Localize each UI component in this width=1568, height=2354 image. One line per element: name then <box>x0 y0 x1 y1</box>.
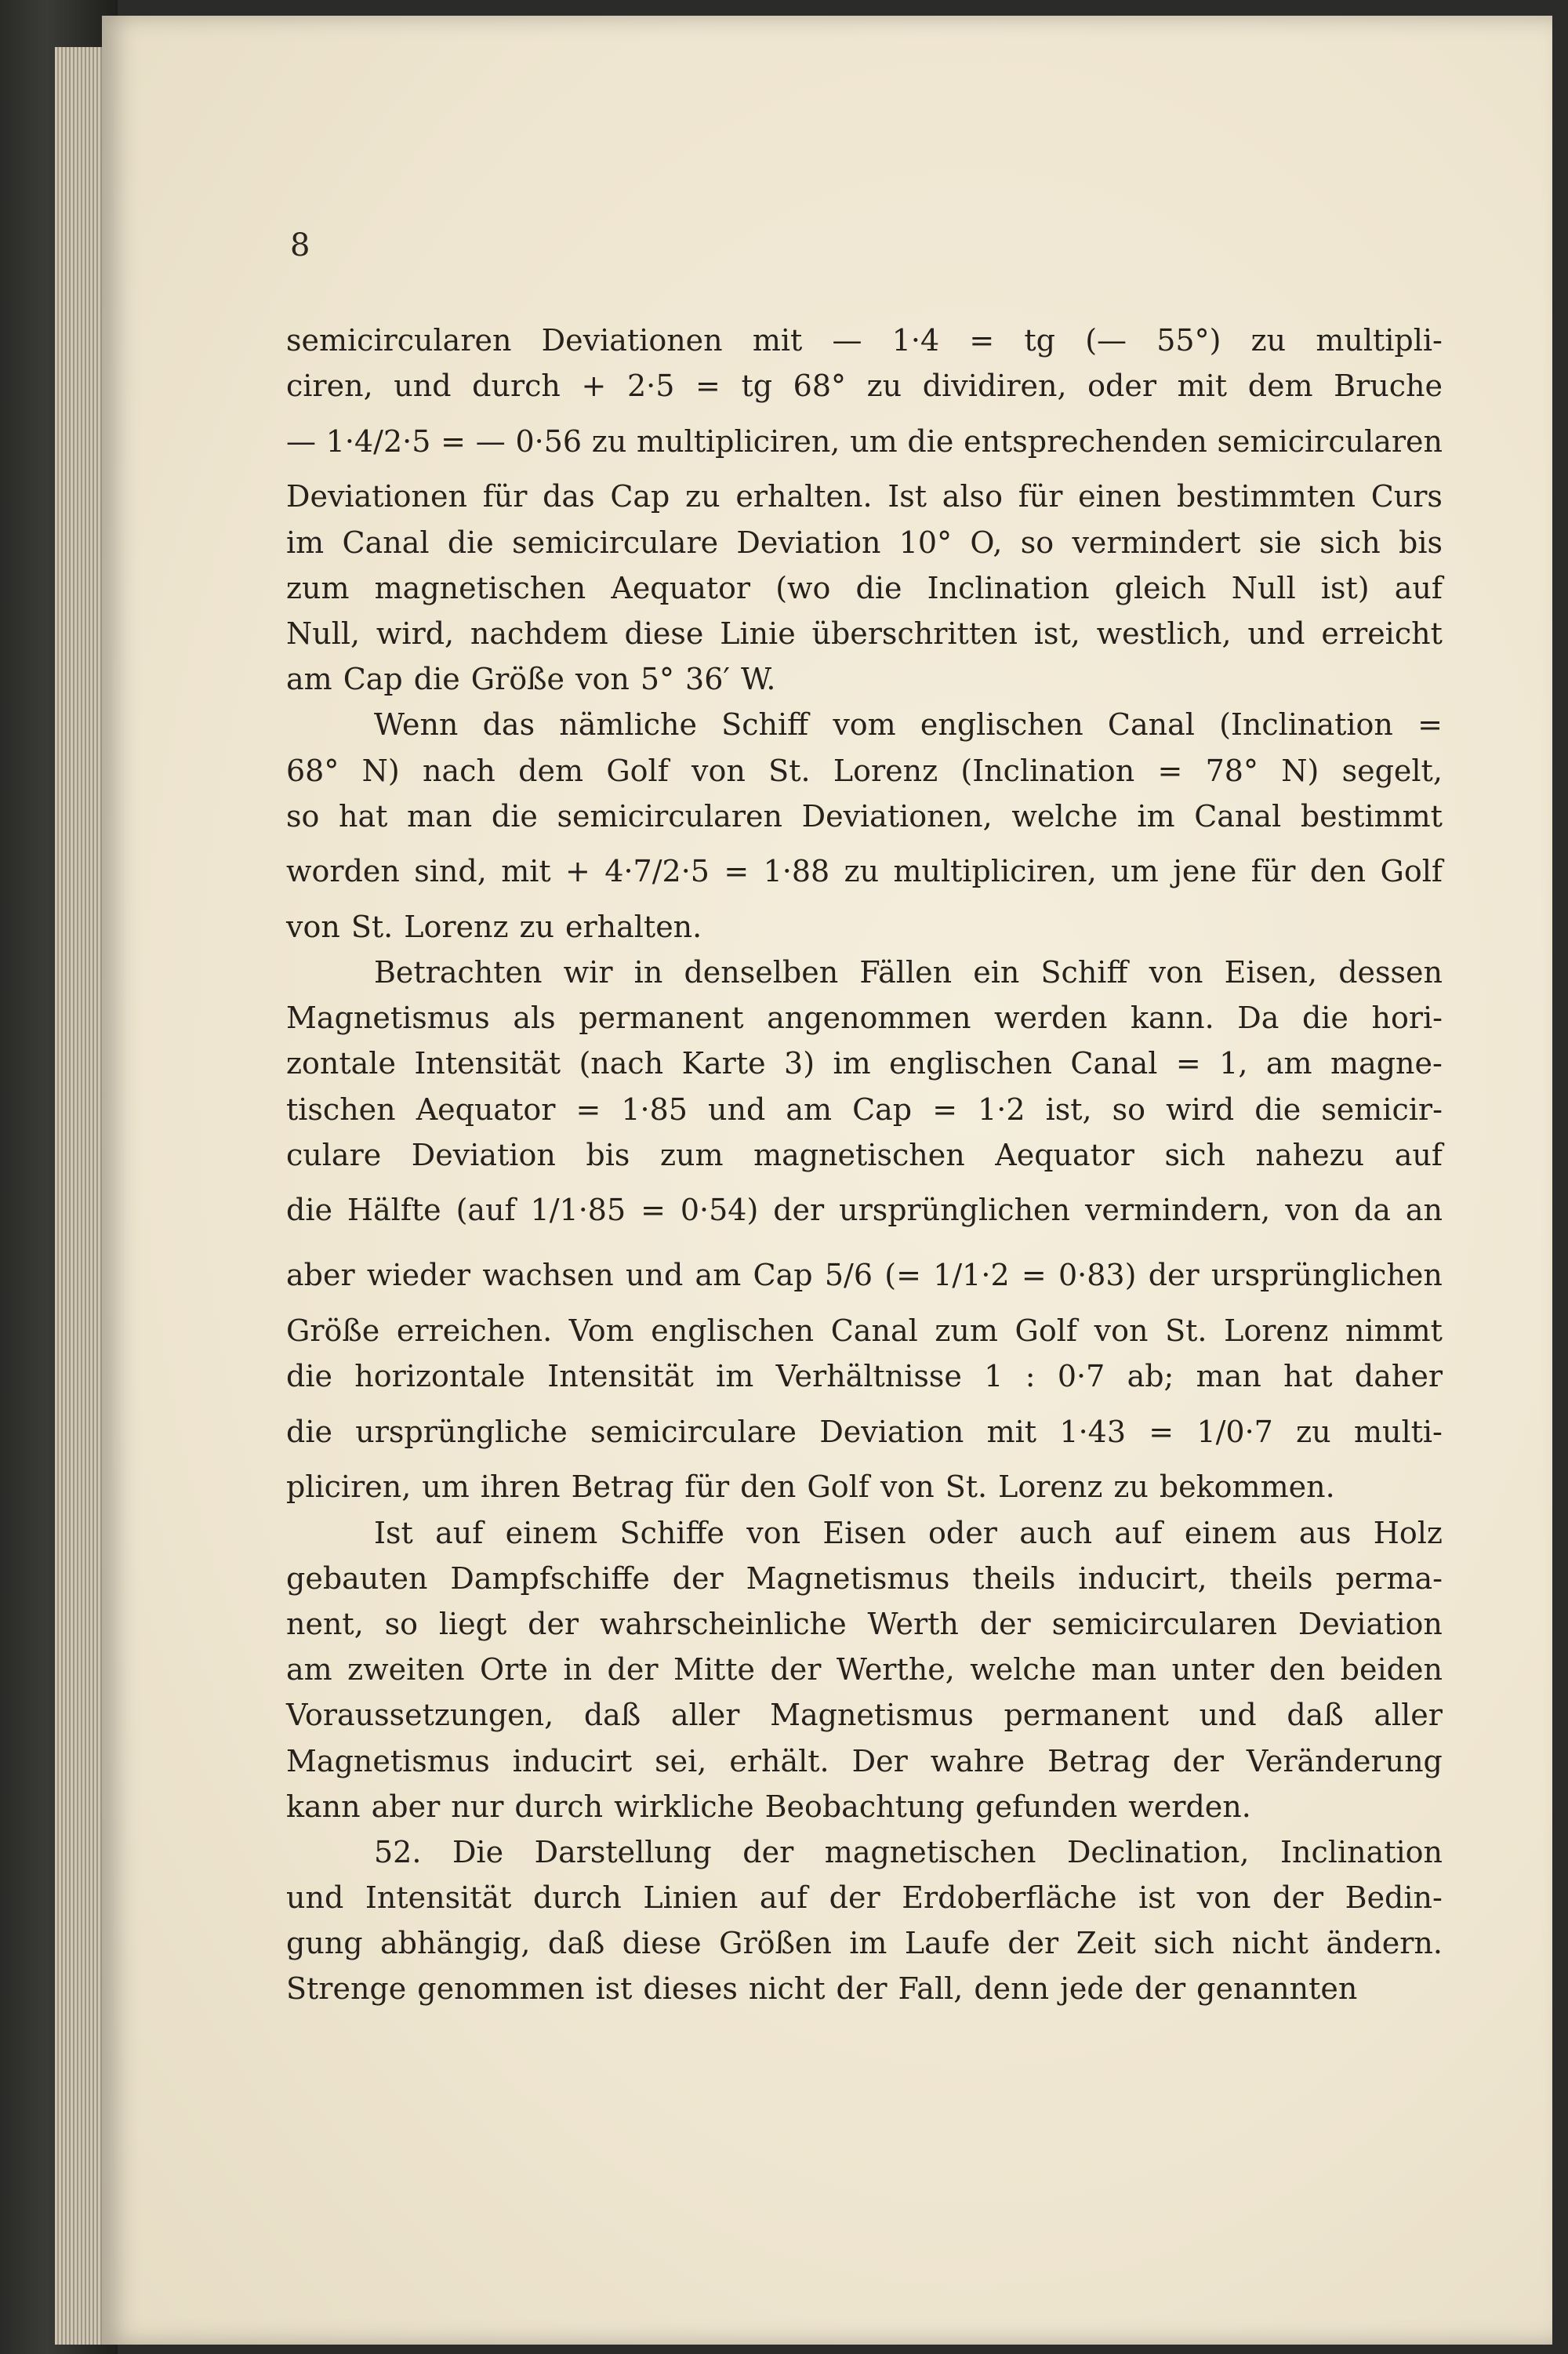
text-line: 52. Die Darstellung der magnetischen Declination, Inclination <box>374 1834 1443 1869</box>
text-line: am zweiten Orte in der Mitte der Werthe, welche man unter den beiden <box>286 1652 1443 1687</box>
paragraph <box>286 318 1443 702</box>
text-line: culare Deviation bis zum magnetischen Aequator sich nahezu auf <box>286 1137 1443 1172</box>
text-line: zum magnetischen Aequator (wo die Inclination gleich Null ist) auf <box>286 570 1443 605</box>
body-text <box>286 318 1443 2012</box>
text-line: zontale Intensität (nach Karte 3) im englischen Canal = 1, am magne- <box>286 1046 1443 1081</box>
text-line: worden sind, mit + 4·7/2·5 = 1·88 zu multipliciren, um jene für den Golf <box>286 854 1443 889</box>
paragraph <box>286 1829 1443 2012</box>
text-line: Deviationen für das Cap zu erhalten. Ist also für einen bestimmten Curs <box>286 479 1443 514</box>
text-line: gebauten Dampfschiffe der Magnetismus theils inducirt, theils perma- <box>286 1560 1443 1596</box>
text-line: von St. Lorenz zu erhalten. <box>286 909 702 944</box>
text-line: semicircularen Deviationen mit — 1·4 = tg (— 55°) zu multipli- <box>286 323 1443 358</box>
text-line: die horizontale Intensität im Verhältnisse 1 : 0·7 ab; man hat daher <box>286 1359 1443 1394</box>
text-line: am Cap die Größe von 5° 36′ W. <box>286 662 776 697</box>
text-line: die Hälfte (auf 1/1·85 = 0·54) der ursprünglichen vermindern, von da an <box>286 1193 1443 1228</box>
text-line: Strenge genommen ist dieses nicht der Fall, denn jede der genannten <box>286 1971 1358 2007</box>
text-line: im Canal die semicirculare Deviation 10° O, so vermindert sie sich bis <box>286 525 1443 560</box>
text-line: 68° N) nach dem Golf von St. Lorenz (Inclination = 78° N) segelt, <box>286 753 1443 788</box>
text-line: aber wieder wachsen und am Cap 5/6 (= 1/1·2 = 0·83) der ursprünglichen <box>286 1258 1443 1293</box>
paragraph <box>286 1510 1443 1829</box>
text-line: Ist auf einem Schiffe von Eisen oder auch auf einem aus Holz <box>374 1515 1443 1550</box>
text-line: Voraussetzungen, daß aller Magnetismus permanent und daß aller <box>286 1698 1443 1733</box>
text-line: ciren, und durch + 2·5 = tg 68° zu dividiren, oder mit dem Bruche <box>286 369 1443 404</box>
text-line: kann aber nur durch wirkliche Beobachtung gefunden werden. <box>286 1789 1251 1824</box>
text-line: die ursprüngliche semicirculare Deviation mit 1·43 = 1/0·7 zu multi- <box>286 1414 1443 1449</box>
text-line: Betrachten wir in denselben Fällen ein Schiff von Eisen, dessen <box>374 955 1443 990</box>
text-line: und Intensität durch Linien auf der Erdoberfläche ist von der Bedin- <box>286 1880 1443 1916</box>
paragraph <box>286 702 1443 950</box>
text-line: gung abhängig, daß diese Größen im Laufe der Zeit sich nicht ändern. <box>286 1926 1443 1961</box>
text-line: Größe erreichen. Vom englischen Canal zum Golf von St. Lorenz nimmt <box>286 1313 1443 1348</box>
page-number: 8 <box>290 227 310 263</box>
text-line: pliciren, um ihren Betrag für den Golf von St. Lorenz zu bekommen. <box>286 1469 1335 1505</box>
text-line: tischen Aequator = 1·85 und am Cap = 1·2 ist, so wird die semicir- <box>286 1092 1443 1127</box>
text-line: nent, so liegt der wahrscheinliche Werth der semicircularen Deviation <box>286 1606 1443 1641</box>
paragraph <box>286 950 1443 1510</box>
text-line: Magnetismus inducirt sei, erhält. Der wahre Betrag der Veränderung <box>286 1743 1443 1778</box>
text-line: — 1·4/2·5 = — 0·56 zu multipliciren, um die entsprechenden semicircularen <box>286 423 1443 459</box>
text-line: Wenn das nämliche Schiff vom englischen Canal (Inclination = <box>374 707 1443 743</box>
text-line: so hat man die semicircularen Deviationen, welche im Canal bestimmt <box>286 798 1443 834</box>
text-line: Magnetismus als permanent angenommen werden kann. Da die hori- <box>286 1001 1443 1036</box>
text-line: Null, wird, nachdem diese Linie überschritten ist, westlich, und erreicht <box>286 616 1443 651</box>
